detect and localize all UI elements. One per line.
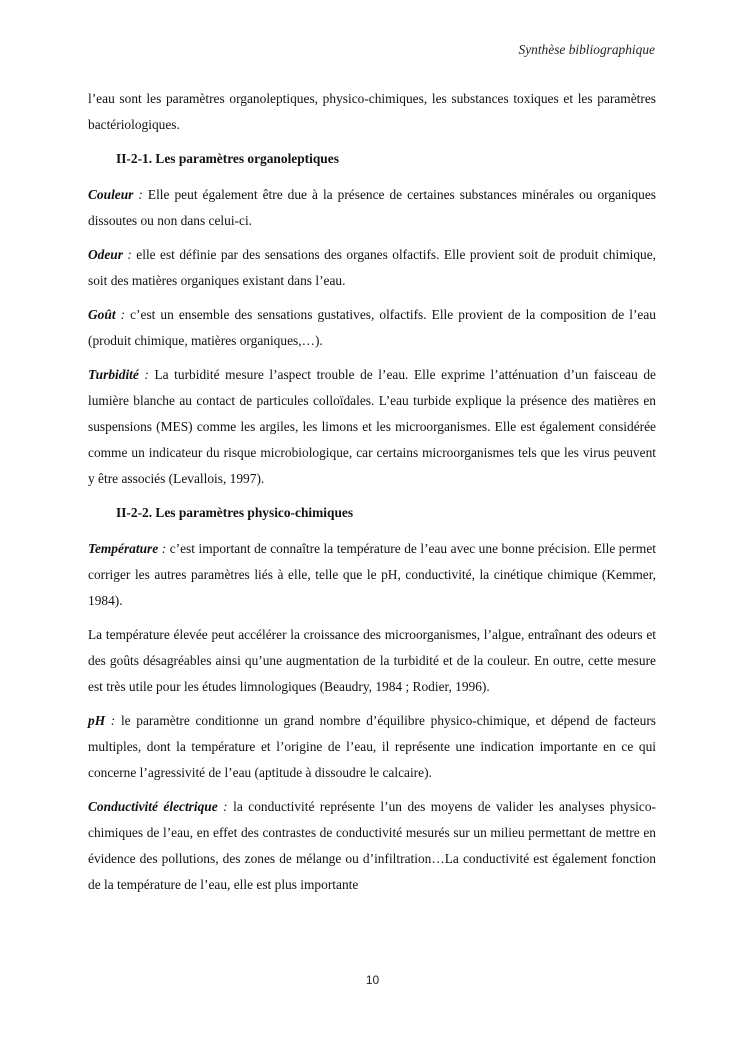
section-heading-organoleptiques: II-2-1. Les paramètres organoleptiques — [116, 151, 339, 166]
text-temperature: c’est important de connaître la température de l’eau avec une bonne précision. Elle permet corriger les autres paramètres liés à elle, telle que le pH, conductivité, la cinétique chimique (Kemmer, 1984). — [88, 541, 656, 608]
term-odeur: Odeur — [88, 247, 123, 262]
section-heading-physico-chimiques: II-2-2. Les paramètres physico-chimiques — [116, 505, 354, 520]
text-gout: c’est un ensemble des sensations gustatives, olfactifs. Elle provient de la composition de l’eau (produit chimique, matières organiques,…). — [88, 307, 656, 348]
term-colon: : — [115, 307, 126, 322]
term-colon: : — [122, 247, 132, 262]
paragraph-odeur — [88, 242, 656, 294]
page-body — [88, 86, 656, 906]
text-conductivite: la conductivité représente l’un des moyens de valider les analyses physico-chimiques de l’eau, en effet des contrastes de conductivité mesurés sur un milieu permettant de mettre en évidence des pollutions, des zones de mélange ou d’infiltration…La conductivité est également fonction de la température de l’eau, elle est plus importante — [88, 799, 656, 892]
term-ph: pH — [88, 713, 106, 728]
term-colon: : — [138, 367, 149, 382]
text-odeur: elle est définie par des sensations des organes olfactifs. Elle provient soit de produit chimique, soit des matières organiques existant dans l’eau. — [88, 247, 657, 288]
paragraph-gout — [88, 302, 656, 354]
paragraph-ph — [88, 708, 656, 786]
text-couleur: Elle peut également être due à la présence de certaines substances minérales ou organiques dissoutes ou non dans celui-ci. — [88, 187, 657, 228]
text-ph: le paramètre conditionne un grand nombre d’équilibre physico-chimique, et dépend de facteurs multiples, dont la température et l’origine de l’eau, il représente une indication importante en ce qui concerne l’agressivité de l’eau (aptitude à dissoudre le calcaire). — [88, 713, 656, 780]
term-gout: Goût — [88, 307, 116, 322]
term-turbidite: Turbidité — [88, 367, 139, 382]
intro-paragraph: l’eau sont les paramètres organoleptiques, physico-chimiques, les substances toxiques et les paramètres bactériologiques. — [88, 91, 656, 132]
term-colon: : — [133, 187, 143, 202]
page-number: 10 — [365, 973, 380, 987]
paragraph-temperature-2: La température élevée peut accélérer la croissance des microorganismes, l’algue, entraînant des odeurs et des goûts désagréables ainsi qu’une augmentation de la turbidité et de la couleur. En outre, cette mesure est très utile pour les études limnologiques (Beaudry, 1984 ; Rodier, 1996). — [88, 627, 656, 694]
term-colon: : — [105, 713, 116, 728]
term-conductivite: Conductivité électrique — [88, 799, 218, 814]
term-colon: : — [217, 799, 228, 814]
running-header: Synthèse bibliographique — [518, 42, 655, 57]
paragraph-temperature — [88, 536, 656, 614]
paragraph-turbidite — [88, 362, 656, 492]
paragraph-couleur — [88, 182, 656, 234]
term-couleur: Couleur — [88, 187, 134, 202]
term-colon: : — [158, 541, 167, 556]
term-temperature: Température — [88, 541, 159, 556]
text-turbidite: La turbidité mesure l’aspect trouble de l’eau. Elle exprime l’atténuation d’un faisceau de lumière blanche au contact de particules colloïdales. L’eau turbide explique la présence des matières en suspensions (MES) comme les argiles, les limons et les microorganismes. Elle est également considérée comme un indicateur du risque microbiologique, car certains microorganismes tels que les virus peuvent y être associés (Levallois, 1997). — [88, 367, 656, 486]
paragraph-conductivite — [88, 794, 656, 898]
